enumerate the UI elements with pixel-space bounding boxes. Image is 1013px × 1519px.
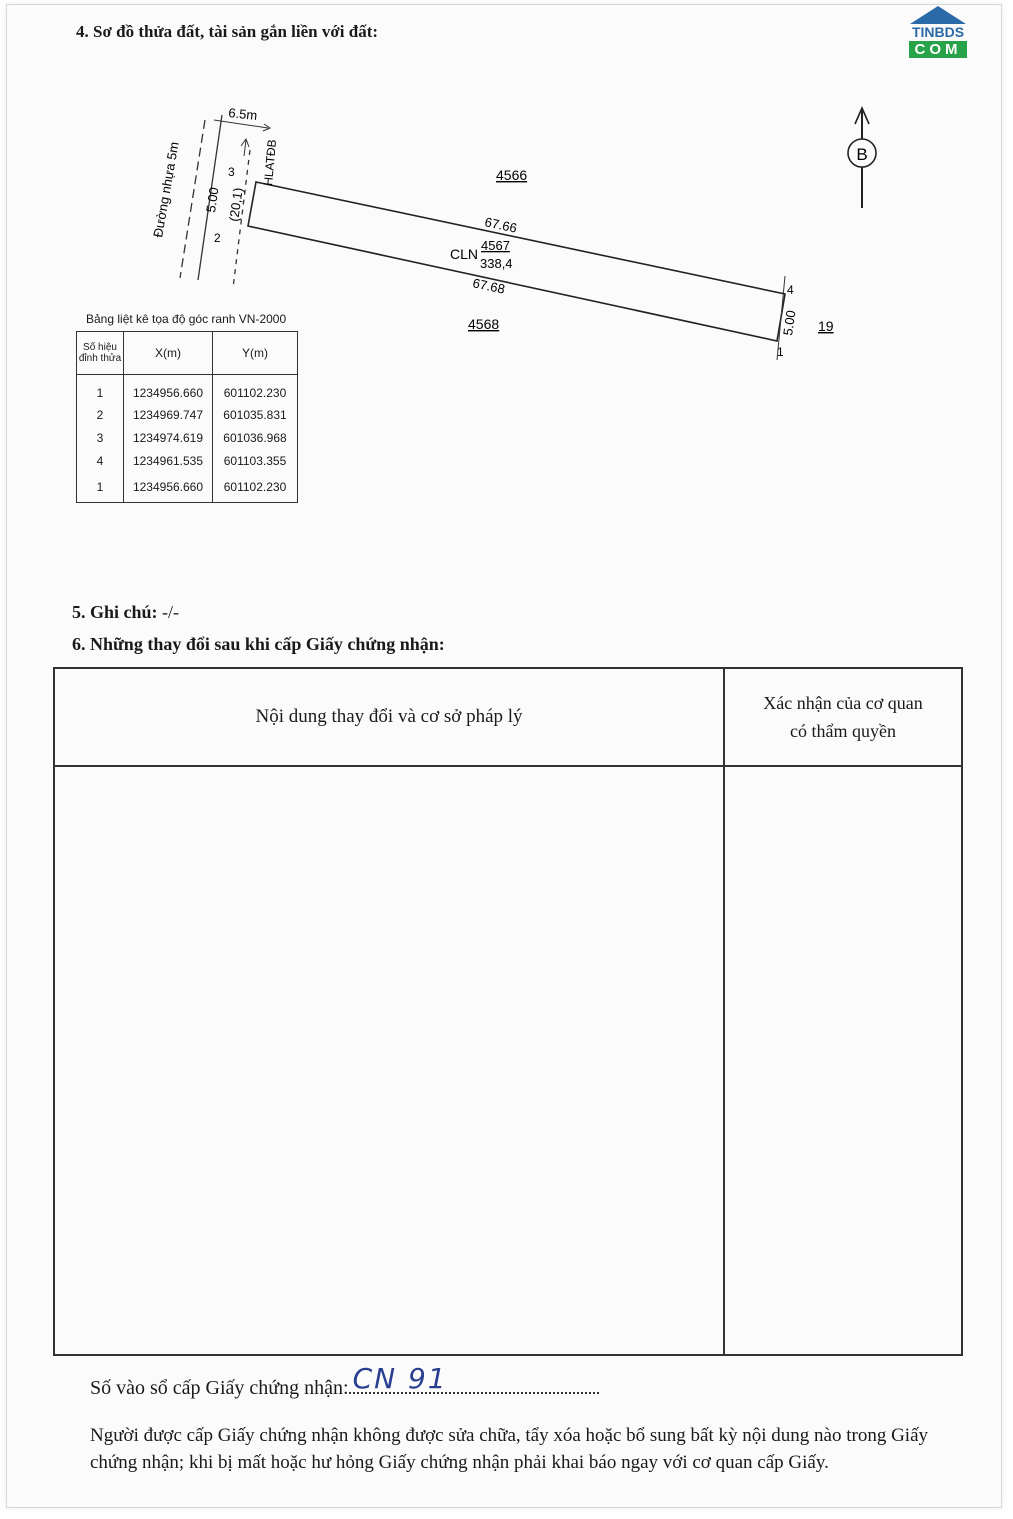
column-confirm-line1: Xác nhận của cơ quan xyxy=(763,693,923,713)
column-confirm-line2: có thẩm quyền xyxy=(790,721,896,741)
table-row xyxy=(77,403,298,426)
neighbor-north: 4566 xyxy=(496,167,528,183)
column-content-header: Nội dung thay đổi và cơ sở pháp lý xyxy=(255,706,523,727)
bottom-edge-length: 67.68 xyxy=(471,275,507,297)
row-y: 601102.230 xyxy=(213,472,298,503)
registration-handwritten-value: CN 91 xyxy=(352,1362,448,1395)
header-y: Y(m) xyxy=(213,332,298,375)
row-x: 1234956.660 xyxy=(124,375,213,404)
header-point-line1: Số hiệu xyxy=(83,342,117,353)
left-edge-setback: (20,1) xyxy=(226,186,246,223)
right-edge-length: 5.00 xyxy=(780,309,799,337)
changes-confirm-cell xyxy=(725,767,961,1354)
vertex-2: 2 xyxy=(214,231,221,245)
row-x: 1234961.535 xyxy=(124,449,213,472)
row-y: 601102.230 xyxy=(213,375,298,404)
column-confirm-header xyxy=(725,669,961,765)
warning-notice: Người được cấp Giấy chứng nhận không được sửa chữa, tẩy xóa hoặc bổ sung bất kỳ nội dung nào trong Giấy chứng nhận; khi bị mất hoặc hư hỏng Giấy chứng nhận phải khai báo ngay với cơ quan cấp Giấy. xyxy=(90,1425,929,1473)
coord-table-caption: Bảng liệt kê tọa độ góc ranh VN-2000 xyxy=(86,312,287,326)
row-point: 3 xyxy=(77,426,124,449)
hlatdb-label: HLATĐB xyxy=(261,138,280,187)
vertex-3: 3 xyxy=(228,165,235,179)
vertex-1: 1 xyxy=(777,345,784,359)
header-x: X(m) xyxy=(124,332,213,375)
table-row xyxy=(77,472,298,503)
coord-table-header xyxy=(77,332,298,375)
changes-content-cell xyxy=(55,767,723,1354)
parcel-map xyxy=(0,0,1013,600)
setback-arrow xyxy=(244,140,246,156)
land-use-code: CLN xyxy=(450,246,479,262)
north-label: B xyxy=(856,145,868,164)
logo-text-bottom: COM xyxy=(909,41,967,58)
row-point: 2 xyxy=(77,403,124,426)
row-y: 601035.831 xyxy=(213,403,298,426)
left-edge-length: 5.00 xyxy=(203,186,222,214)
section-6-title: 6. Những thay đổi sau khi cấp Giấy chứng nhận: xyxy=(72,634,445,654)
neighbor-south: 4568 xyxy=(468,316,500,332)
vertex-4: 4 xyxy=(787,283,794,297)
table-row xyxy=(77,375,298,404)
section-4-title: 4. Sơ đồ thửa đất, tài sản gắn liền với đất: xyxy=(76,22,379,41)
table-row xyxy=(77,426,298,449)
header-point xyxy=(77,332,124,375)
logo-text-top: TINBDS xyxy=(911,24,965,40)
row-x: 1234956.660 xyxy=(124,472,213,503)
registration-label: Số vào sổ cấp Giấy chứng nhận: xyxy=(90,1377,349,1399)
road-label: Đường nhựa 5m xyxy=(150,140,182,239)
section-5-label: 5. Ghi chú: xyxy=(72,602,158,622)
row-y: 601103.355 xyxy=(213,449,298,472)
road-width-label: 6.5m xyxy=(227,105,259,124)
table-row xyxy=(77,449,298,472)
header-point-line2: đỉnh thửa xyxy=(78,353,122,364)
parcel-area: 338,4 xyxy=(480,256,513,271)
registration-number xyxy=(90,1362,599,1400)
row-x: 1234974.619 xyxy=(124,426,213,449)
row-x: 1234969.747 xyxy=(124,403,213,426)
neighbor-east: 19 xyxy=(818,318,834,334)
changes-table xyxy=(53,667,963,1356)
section-5-note xyxy=(72,602,179,623)
coordinate-table xyxy=(76,331,298,503)
row-point: 1 xyxy=(77,472,124,503)
row-point: 1 xyxy=(77,375,124,404)
registration-dotted-line xyxy=(349,1362,599,1395)
parcel-number: 4567 xyxy=(481,238,510,253)
top-edge-length: 67.66 xyxy=(483,214,519,236)
row-y: 601036.968 xyxy=(213,426,298,449)
section-5-value: -/- xyxy=(157,602,180,622)
row-point: 4 xyxy=(77,449,124,472)
parcel-boundary xyxy=(248,182,785,341)
